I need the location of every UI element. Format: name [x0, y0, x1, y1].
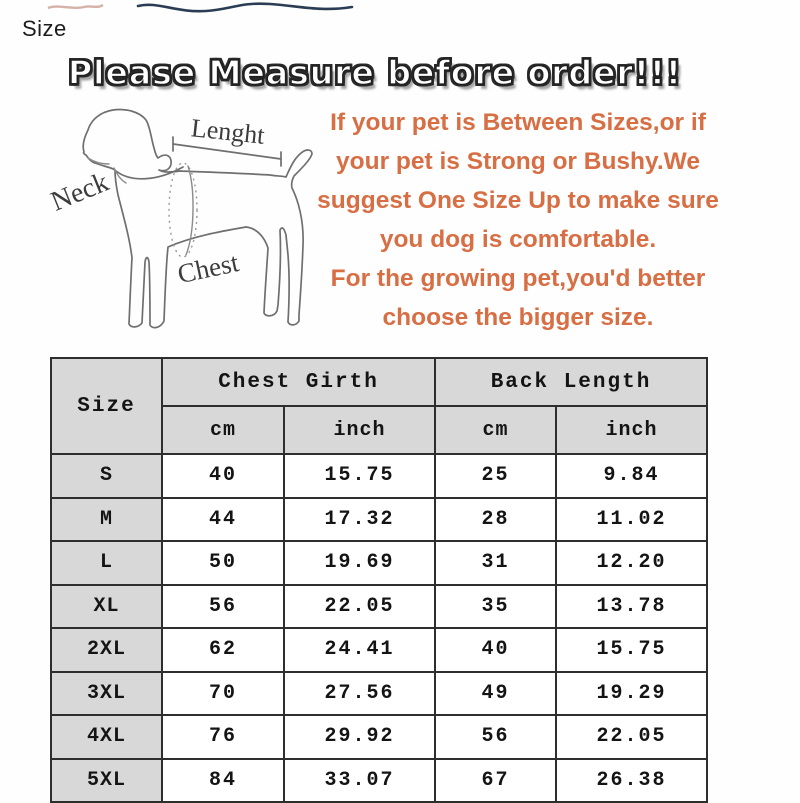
- size-cell: 3XL: [51, 672, 162, 716]
- back-inch-cell: 22.05: [556, 715, 707, 759]
- back-cm-cell: 35: [435, 585, 556, 629]
- chest-cm-cell: 50: [162, 541, 284, 585]
- back-inch-cell: 9.84: [556, 454, 707, 498]
- sizing-advice: [312, 103, 724, 337]
- chest-girth-solid-arc: [186, 166, 193, 255]
- chest-inch-cell: 24.41: [284, 628, 435, 672]
- size-chart-table: [50, 357, 708, 803]
- chest-cm-cell: 40: [162, 454, 284, 498]
- unit-header-inch: inch: [556, 406, 707, 454]
- back-inch-cell: 11.02: [556, 498, 707, 542]
- measure-warning-title: Please Measure before order!!!: [68, 53, 682, 92]
- unit-header-cm: cm: [162, 406, 284, 454]
- back-inch-cell: 12.20: [556, 541, 707, 585]
- advice-line: suggest One Size Up to make sure: [317, 187, 719, 214]
- size-cell: 4XL: [51, 715, 162, 759]
- back-inch-cell: 13.78: [556, 585, 707, 629]
- advice-line: If your pet is Between Sizes,or if: [330, 109, 706, 136]
- table-header-row: [51, 358, 707, 406]
- chest-inch-cell: 19.69: [284, 541, 435, 585]
- column-header-size: Size: [51, 358, 162, 454]
- unit-header-cm: cm: [435, 406, 556, 454]
- size-section-label: Size: [22, 16, 67, 41]
- table-row: [51, 715, 707, 759]
- chest-inch-cell: 29.92: [284, 715, 435, 759]
- back-cm-cell: 56: [435, 715, 556, 759]
- table-row: [51, 628, 707, 672]
- chest-inch-cell: 27.56: [284, 672, 435, 716]
- chest-cm-cell: 70: [162, 672, 284, 716]
- wave-line-icon: [138, 4, 352, 12]
- chest-label: Chest: [174, 247, 242, 290]
- length-label: Lenght: [189, 113, 267, 150]
- size-cell: 2XL: [51, 628, 162, 672]
- table-row: [51, 759, 707, 803]
- column-header-back-length: Back Length: [435, 358, 707, 406]
- table-row: [51, 585, 707, 629]
- chest-cm-cell: 44: [162, 498, 284, 542]
- back-inch-cell: 19.29: [556, 672, 707, 716]
- table-row: [51, 454, 707, 498]
- red-scribble-icon: [48, 5, 103, 8]
- back-cm-cell: 25: [435, 454, 556, 498]
- collar-line: [116, 167, 183, 179]
- unit-header-inch: inch: [284, 406, 435, 454]
- back-cm-cell: 31: [435, 541, 556, 585]
- chest-inch-cell: 15.75: [284, 454, 435, 498]
- back-cm-cell: 40: [435, 628, 556, 672]
- chest-cm-cell: 62: [162, 628, 284, 672]
- table-row: [51, 541, 707, 585]
- chest-inch-cell: 22.05: [284, 585, 435, 629]
- chest-cm-cell: 76: [162, 715, 284, 759]
- back-inch-cell: 26.38: [556, 759, 707, 803]
- advice-line: For the growing pet,you'd better: [330, 265, 706, 292]
- chest-cm-cell: 84: [162, 759, 284, 803]
- advice-line: you dog is comfortable.: [379, 226, 657, 253]
- back-cm-cell: 28: [435, 498, 556, 542]
- table-row: [51, 672, 707, 716]
- back-inch-cell: 15.75: [556, 628, 707, 672]
- advice-line: choose the bigger size.: [382, 304, 654, 331]
- advice-line: your pet is Strong or Bushy.We: [336, 148, 700, 175]
- size-cell: M: [51, 498, 162, 542]
- chest-inch-cell: 33.07: [284, 759, 435, 803]
- decorative-squiggle: [28, 0, 368, 18]
- size-cell: L: [51, 541, 162, 585]
- size-cell: S: [51, 454, 162, 498]
- back-cm-cell: 49: [435, 672, 556, 716]
- neck-label: Neck: [46, 166, 114, 218]
- column-header-chest-girth: Chest Girth: [162, 358, 435, 406]
- chest-inch-cell: 17.32: [284, 498, 435, 542]
- chest-cm-cell: 56: [162, 585, 284, 629]
- back-cm-cell: 67: [435, 759, 556, 803]
- dog-measurement-diagram: [38, 100, 340, 350]
- table-row: [51, 498, 707, 542]
- size-cell: XL: [51, 585, 162, 629]
- size-cell: 5XL: [51, 759, 162, 803]
